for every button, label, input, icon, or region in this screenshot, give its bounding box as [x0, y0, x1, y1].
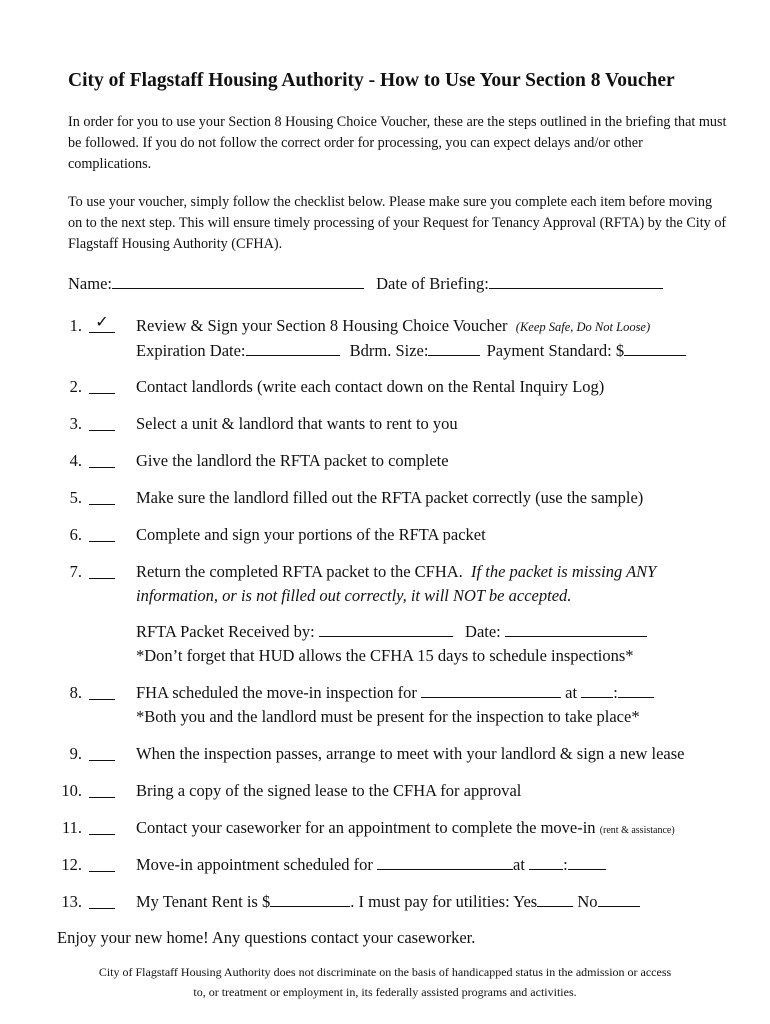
intro-paragraph: In order for you to use your Section 8 Housing Choice Voucher, these are the steps outlined in the briefing that must be followed. If you do not follow the correct order for processing, you can expect delays and/or other complications.	[68, 114, 727, 172]
item-text: Contact landlords (write each contact down on the Rental Inquiry Log)	[136, 377, 605, 396]
item-number: 5.	[69, 488, 82, 507]
item-number: 7.	[69, 562, 82, 581]
keep-safe-note: (Keep Safe, Do Not Loose)	[515, 320, 651, 334]
rfta-received-line	[136, 622, 647, 642]
move-in-minute-field[interactable]	[568, 856, 606, 870]
item-text: Complete and sign your portions of the RFTA packet	[136, 525, 486, 544]
checkbox[interactable]	[89, 683, 115, 700]
move-in-date-field[interactable]	[377, 856, 513, 870]
checkbox[interactable]	[89, 414, 115, 431]
utilities-yes-field[interactable]	[537, 893, 573, 907]
presence-note: *Both you and the landlord must be present for the inspection to take place*	[136, 707, 640, 726]
checkbox[interactable]	[89, 818, 115, 835]
payment-standard-field[interactable]	[624, 342, 686, 356]
footer-line-1: City of Flagstaff Housing Authority does not discriminate on the basis of handicapped status in the admission or access	[98, 965, 672, 979]
item-text: Make sure the landlord filled out the RFTA packet correctly (use the sample)	[136, 488, 644, 507]
item-number: 3.	[69, 414, 82, 433]
item-text: Select a unit & landlord that wants to rent to you	[136, 414, 458, 433]
name-field[interactable]	[112, 275, 364, 289]
received-by-label: RFTA Packet Received by:	[136, 622, 315, 641]
page-title: City of Flagstaff Housing Authority - How to Use Your Section 8 Voucher	[68, 70, 675, 91]
item-text: My Tenant Rent is $ . I must pay for utilities: Yes No	[136, 892, 640, 912]
voucher-details-line	[136, 341, 686, 361]
payment-standard-label: Payment Standard: $	[486, 341, 625, 360]
item-number: 4.	[69, 451, 82, 470]
expiration-field[interactable]	[246, 342, 340, 356]
checkbox-checked[interactable]: ✓	[89, 316, 115, 333]
checkbox[interactable]	[89, 855, 115, 872]
checkbox[interactable]	[89, 781, 115, 798]
warning-text: If the packet is missing ANY	[471, 562, 657, 581]
utilities-no-field[interactable]	[598, 893, 640, 907]
item-text: Return the completed RFTA packet to the CFHA. If the packet is missing ANY	[136, 562, 657, 581]
item-text: Move-in appointment scheduled for at :	[136, 855, 606, 875]
item-text: Contact your caseworker for an appointment to complete the move-in (rent & assistance)	[136, 818, 675, 837]
checkbox[interactable]	[89, 377, 115, 394]
checkbox[interactable]	[89, 892, 115, 909]
checkbox[interactable]	[89, 525, 115, 542]
tenant-rent-field[interactable]	[270, 893, 350, 907]
checklist-intro-paragraph: To use your voucher, simply follow the checklist below. Please make sure you complete each item before moving on to the next step. This will ensure timely processing of your Request for Tenancy Approval (RFTA) by the City of Flagstaff Housing Authority (CFHA).	[68, 194, 727, 252]
item-number: 13.	[61, 892, 82, 911]
inspection-minute-field[interactable]	[618, 684, 654, 698]
item-text: Bring a copy of the signed lease to the CFHA for approval	[136, 781, 522, 800]
item-number: 10.	[61, 781, 82, 800]
item-text: When the inspection passes, arrange to meet with your landlord & sign a new lease	[136, 744, 685, 763]
closing-text: Enjoy your new home! Any questions contact your caseworker.	[57, 928, 476, 947]
warning-text-continued: information, or is not filled out correctly, it will NOT be accepted.	[136, 586, 572, 605]
name-label: Name:	[68, 274, 112, 293]
expiration-label: Expiration Date:	[136, 341, 246, 360]
inspection-hour-field[interactable]	[581, 684, 613, 698]
item-number: 12.	[61, 855, 82, 874]
bedroom-size-field[interactable]	[428, 342, 480, 356]
nondiscrimination-footer	[40, 962, 730, 1002]
item-number: 9.	[69, 744, 82, 763]
inspection-date-field[interactable]	[421, 684, 561, 698]
briefing-date-label: Date of Briefing:	[376, 274, 489, 293]
item-number: 6.	[69, 525, 82, 544]
move-in-hour-field[interactable]	[529, 856, 563, 870]
checkbox[interactable]	[89, 744, 115, 761]
item-text: Give the landlord the RFTA packet to complete	[136, 451, 449, 470]
checkbox[interactable]	[89, 562, 115, 579]
checkbox[interactable]	[89, 451, 115, 468]
item-number: 2.	[69, 377, 82, 396]
inspection-reminder: *Don’t forget that HUD allows the CFHA 15 days to schedule inspections*	[136, 646, 634, 665]
received-date-label: Date:	[465, 622, 501, 641]
briefing-date-field[interactable]	[489, 275, 663, 289]
item-text: Review & Sign your Section 8 Housing Choice Voucher (Keep Safe, Do Not Loose)	[136, 316, 651, 335]
received-by-field[interactable]	[319, 623, 453, 637]
footer-line-2: to, or treatment or employment in, its federally assisted programs and activities.	[193, 985, 577, 999]
bedroom-size-label: Bdrm. Size:	[349, 341, 429, 360]
checkbox[interactable]	[89, 488, 115, 505]
item-number: 11.	[61, 818, 82, 837]
item-number: 1.	[69, 316, 82, 335]
name-date-line	[68, 274, 663, 294]
received-date-field[interactable]	[505, 623, 647, 637]
rent-assistance-note: (rent & assistance)	[599, 825, 675, 836]
item-text: FHA scheduled the move-in inspection for at :	[136, 683, 654, 703]
item-number: 8.	[69, 683, 82, 702]
